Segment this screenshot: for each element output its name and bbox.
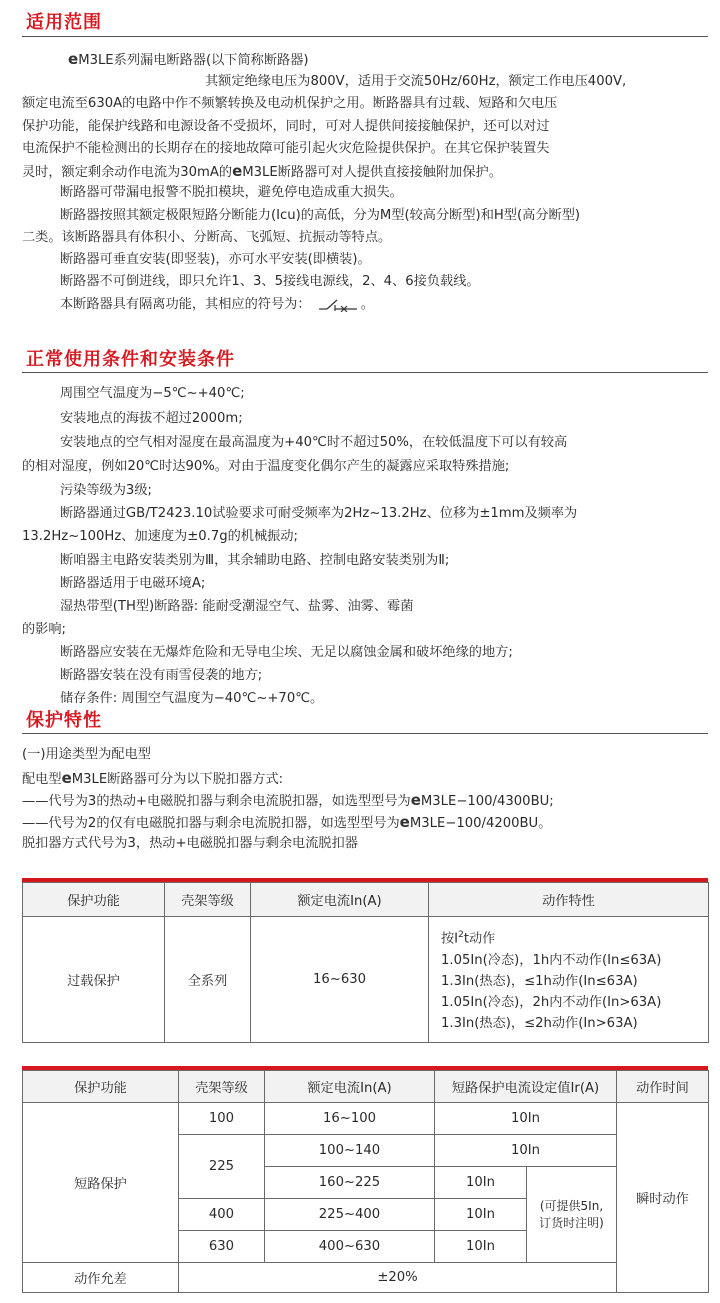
paragraph-line: 断路器通过GB/T2423.10试验要求可耐受频率为2Hz~13.2Hz、位移为±1mm及频率为: [60, 506, 578, 521]
protection-function-cell: 过载保护: [23, 917, 165, 1043]
header-cell: 壳架等级: [179, 1071, 265, 1103]
frame-level-cell: 400: [179, 1199, 265, 1231]
characteristic-line: 1.05In(冷态)，2h内不动作(In>63A): [441, 994, 662, 1010]
paragraph-line: 保护功能，能保护线路和电源设备不受损坏，同时，可对人提供间接接触保护，还可以对过: [22, 119, 550, 134]
paragraph-line: 二类。该断路器具有体积小、分断高、飞弧短、抗振动等特点。: [22, 230, 392, 245]
tolerance-value-cell: ±20%: [179, 1263, 617, 1293]
section-title-operating-conditions: 正常使用条件和安装条件: [26, 349, 235, 370]
paragraph-line: 断路器可垂直安装(即竖装)，亦可水平安装(即横装)。: [60, 252, 371, 267]
table-row: [23, 1103, 709, 1135]
section-divider: [22, 372, 708, 373]
paragraph-line: 断路器不可倒进线，即只允许1、3、5接线电源线，2、4、6接负载线。: [60, 274, 480, 289]
rated-current-cell: 100~140: [265, 1135, 435, 1167]
header-cell: 额定电流In(A): [251, 883, 429, 917]
rated-current-cell: 16~100: [265, 1103, 435, 1135]
frame-level-cell: 225: [179, 1135, 265, 1199]
action-characteristics-cell: [429, 917, 709, 1043]
paragraph-line: [22, 813, 551, 833]
setting-cell: 10In: [435, 1167, 527, 1199]
section-divider: [22, 36, 708, 37]
frame-level-cell: 全系列: [165, 917, 251, 1043]
paragraph-line: 断咱器主电路安装类别为Ⅲ，其余辅助电路、控制电路安装类别为Ⅱ;: [60, 553, 450, 568]
paragraph-line: 湿热带型(TH型)断路器: 能耐受潮湿空气、盐雾、油雾、霉菌: [60, 599, 414, 614]
rated-current-cell: 160~225: [265, 1167, 435, 1199]
paragraph-line: 安装地点的空气相对湿度在最高温度为+40℃时不超过50%，在较低温度下可以有较高: [60, 435, 568, 450]
header-cell: 动作时间: [617, 1071, 709, 1103]
brand-logo-e: e: [399, 813, 410, 831]
header-cell: 额定电流In(A): [265, 1071, 435, 1103]
characteristic-line: 1.3In(热态)，≤1h动作(In≤63A): [441, 973, 638, 989]
text: ——代号为2的仅有电磁脱扣器与剩余电流脱扣器，如选型型号为: [22, 816, 400, 831]
paragraph-line: 周围空气温度为−5℃~+40℃;: [60, 386, 245, 401]
section-title-protection-characteristics: 保护特性: [26, 710, 102, 731]
setting-note-cell: [527, 1167, 617, 1263]
text: t动作: [463, 931, 496, 947]
characteristic-line: 1.05In(冷态)，1h内不动作(In≤63A): [441, 952, 662, 968]
frame-level-cell: 100: [179, 1103, 265, 1135]
header-cell: 保护功能: [23, 883, 165, 917]
header-cell: 壳架等级: [165, 883, 251, 917]
paragraph-line: [22, 791, 554, 811]
text: 配电型: [22, 772, 62, 787]
text: 。: [360, 297, 374, 312]
text: ——代号为3的热动+电磁脱扣器与剩余电流脱扣器，如选型型号为: [22, 794, 411, 809]
paragraph-line: 污染等级为3级;: [60, 483, 152, 498]
paragraph-line: 断路器可带漏电报警不脱扣模块，避免停电造成重大损失。: [60, 185, 403, 200]
rated-current-cell: 16~630: [251, 917, 429, 1043]
text: M3LE系列漏电断路器(以下简称断路器): [78, 53, 309, 68]
table-header-row: [23, 883, 709, 917]
paragraph-line: 断路器适用于电磁环境A;: [60, 576, 206, 591]
paragraph-line: [68, 50, 309, 70]
brand-logo-e: e: [410, 791, 421, 809]
table-row: [23, 1263, 709, 1293]
isolation-symbol-icon: [319, 296, 359, 312]
frame-level-cell: 630: [179, 1231, 265, 1263]
action-time-cell: 瞬时动作: [617, 1103, 709, 1293]
table-row: [23, 917, 709, 1043]
text: 按I: [441, 931, 459, 947]
paragraph-line: 电流保护不能检测出的长期存在的接地故障可能引起火灾危险提供保护。在其它保护装置失: [22, 141, 550, 156]
note-line: (可提供5In,: [539, 1198, 604, 1213]
paragraph-line: 安装地点的海拔不超过2000m;: [60, 411, 243, 426]
header-cell: 短路保护电流设定值Ir(A): [435, 1071, 617, 1103]
paragraph-line: 断路器安装在没有雨雪侵袭的地方;: [60, 668, 263, 683]
brand-logo-e: e: [232, 162, 243, 180]
note-line: 订货时注明): [539, 1215, 604, 1230]
protection-function-cell: 短路保护: [23, 1103, 179, 1263]
paragraph-line: 13.2Hz~100Hz、加速度为±0.7g的机械振动;: [22, 529, 298, 544]
rated-current-cell: 400~630: [265, 1231, 435, 1263]
tolerance-label-cell: 动作允差: [23, 1263, 179, 1293]
section-divider: [22, 733, 708, 734]
setting-cell: 10In: [435, 1231, 527, 1263]
text: 灵时，额定剩余动作电流为30mA的: [22, 165, 233, 180]
paragraph-line: 的相对湿度，例如20℃时达90%。对由于温度变化偶尔产生的凝露应采取特殊措施;: [22, 459, 510, 474]
paragraph-line: 断路器应安装在无爆炸危险和无导电尘埃、无足以腐蚀金属和破坏绝缘的地方;: [60, 645, 513, 660]
header-cell: 保护功能: [23, 1071, 179, 1103]
text: M3LE断路器可分为以下脱扣器方式:: [71, 772, 284, 787]
paragraph-line: [22, 769, 283, 789]
overload-protection-table: [22, 882, 709, 1043]
table-header-row: [23, 1071, 709, 1103]
paragraph-line: [60, 296, 374, 314]
text: M3LE−100/4300BU;: [420, 794, 554, 809]
paragraph-line: 断路器按照其额定极限短路分断能力(Icu)的高低，分为M型(较高分断型)和H型(高分断型): [60, 208, 581, 223]
header-cell: 动作特性: [429, 883, 709, 917]
text: M3LE断路器可对人提供直接接触附加保护。: [242, 165, 502, 180]
brand-logo-e: e: [61, 769, 72, 787]
characteristics-heading: [441, 925, 708, 949]
paragraph-line: 的影响;: [22, 622, 67, 637]
setting-cell: 10In: [435, 1103, 617, 1135]
paragraph-line: 额定电流至630A的电路中作不频繁转换及电动机保护之用。断路器具有过载、短路和欠电压: [22, 96, 558, 111]
paragraph-line: [22, 162, 502, 182]
section-title-application-scope: 适用范围: [26, 12, 102, 33]
brand-logo-e: e: [68, 50, 79, 68]
short-circuit-protection-table: [22, 1070, 709, 1293]
setting-cell: 10In: [435, 1199, 527, 1231]
paragraph-line: (一)用途类型为配电型: [22, 747, 151, 762]
characteristic-line: 1.3In(热态)，≤2h动作(In>63A): [441, 1015, 638, 1031]
text: M3LE−100/4200BU。: [409, 816, 552, 831]
rated-current-cell: 225~400: [265, 1199, 435, 1231]
superscript: 2: [458, 930, 464, 941]
setting-cell: 10In: [435, 1135, 617, 1167]
paragraph-line: 其额定绝缘电压为800V，适用于交流50Hz/60Hz，额定工作电压400V,: [205, 74, 627, 89]
paragraph-line: 脱扣器方式代号为3，热动+电磁脱扣器与剩余电流脱扣器: [22, 836, 358, 851]
text: 本断路器具有隔离功能，其相应的符号为：: [60, 297, 311, 312]
paragraph-line: 储存条件: 周围空气温度为−40℃~+70℃。: [60, 691, 324, 706]
